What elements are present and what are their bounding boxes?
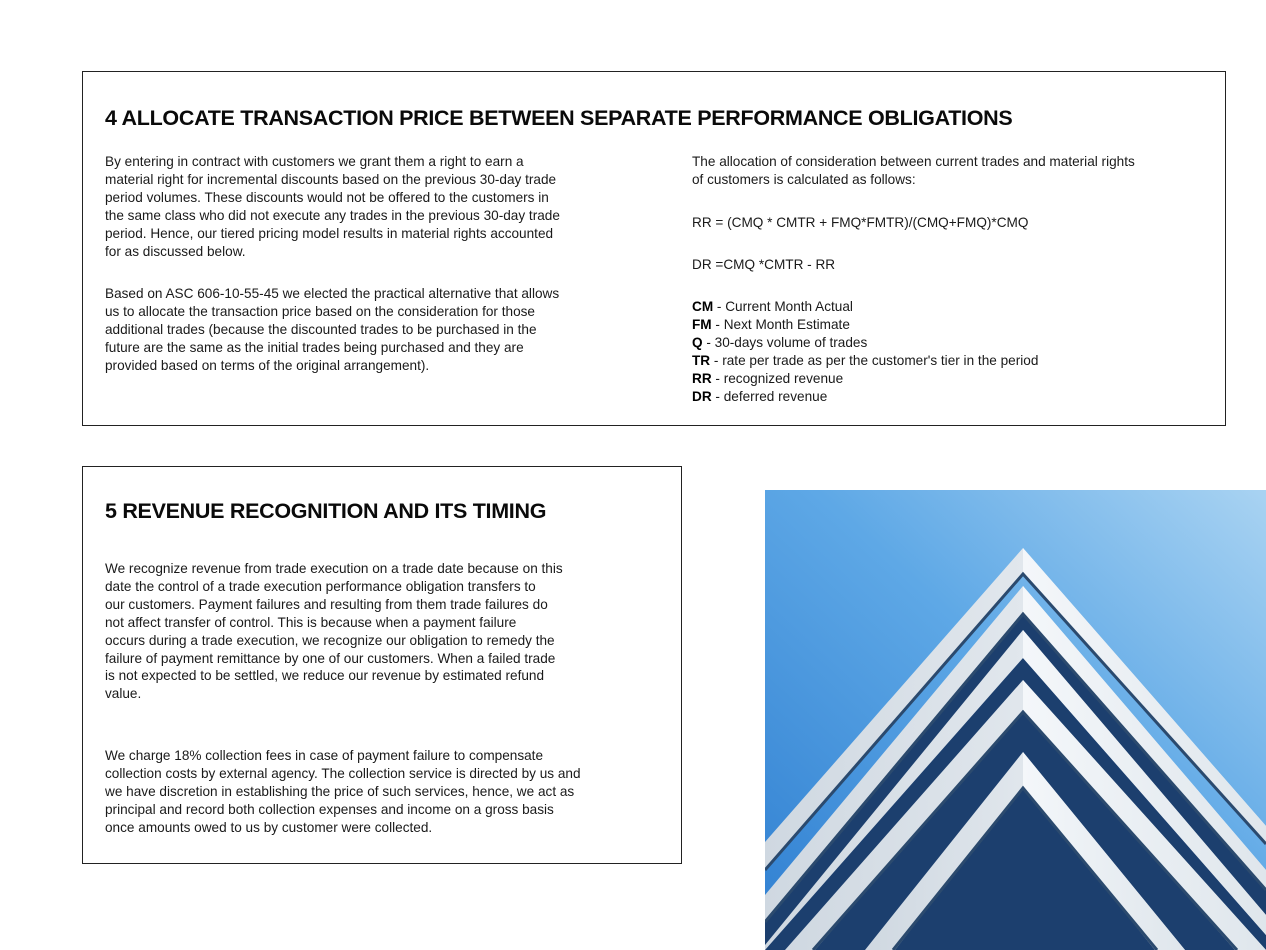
section-5-panel [82,466,682,864]
legend-abbr: RR [692,370,712,386]
legend-abbr: FM [692,316,712,332]
section-5-heading: 5 REVENUE RECOGNITION AND ITS TIMING [105,499,547,523]
legend-abbr: CM [692,299,714,314]
legend-abbr: TR [692,352,711,368]
building-photo-illustration [765,490,1266,950]
legend-text: - Next Month Estimate [711,316,850,332]
building-photo [765,490,1266,950]
formula-rr: RR = (CMQ * CMTR + FMQ*FMTR)/(CMQ+FMQ)*CMQ [692,215,1029,230]
section-4-panel [82,71,1226,426]
legend-text: - rate per trade as per the customer's tier in the period [710,352,1039,368]
section-4-left-paragraph-2: Based on ASC 606-10-55-45 we elected the practical alternative that allows us to allocate the transaction price based on the consideration for those additional trades (because the discounted trades to be purchased in the future are the same as the initial trades being purchased and they are provided based on terms of the original arrangement). [105,286,560,373]
legend-abbr: Q [692,334,703,350]
legend-text: - 30-days volume of trades [702,334,868,350]
section-4-right-intro: The allocation of consideration between current trades and material rights of customers is calculated as follows: [692,154,1135,187]
legend-item [692,352,1038,370]
legend-text: - Current Month Actual [713,299,853,314]
abbreviation-legend [692,298,1038,405]
legend-item [692,334,1038,352]
section-4-heading: 4 ALLOCATE TRANSACTION PRICE BETWEEN SEPARATE PERFORMANCE OBLIGATIONS [105,106,1013,130]
legend-abbr: DR [692,388,712,404]
legend-item [692,370,1038,388]
legend-item [692,388,1038,406]
section-5-paragraph-1: We recognize revenue from trade execution on a trade date because on this date the control of a trade execution performance obligation transfers to our customers. Payment failures and resulting from them trade failures do not affect transfer of control. This is because when a payment failure occurs during a trade execution, we recognize our obligation to remedy the failure of payment remittance by one of our customers. When a failed trade is not expected to be settled, we reduce our revenue by estimated refund value. [105,561,563,702]
section-5-paragraph-2: We charge 18% collection fees in case of payment failure to compensate collection costs by external agency. The collection service is directed by us and we have discretion in establishing the price of such services, hence, we act as principal and record both collection expenses and income on a gross basis once amounts owed to us by customer were collected. [105,748,581,835]
formula-dr: DR =CMQ *CMTR - RR [692,257,836,272]
legend-text: - deferred revenue [711,388,828,404]
section-4-left-paragraph-1: By entering in contract with customers we grant them a right to earn a material right for incremental discounts based on the previous 30-day trade period volumes. These discounts would not be offered to the customers in the same class who did not execute any trades in the previous 30-day trade period. Hence, our tiered pricing model results in material rights accounted for as discussed below. [105,154,560,259]
legend-text: - recognized revenue [711,370,844,386]
legend-item [692,316,1038,334]
legend-item [692,298,1038,316]
